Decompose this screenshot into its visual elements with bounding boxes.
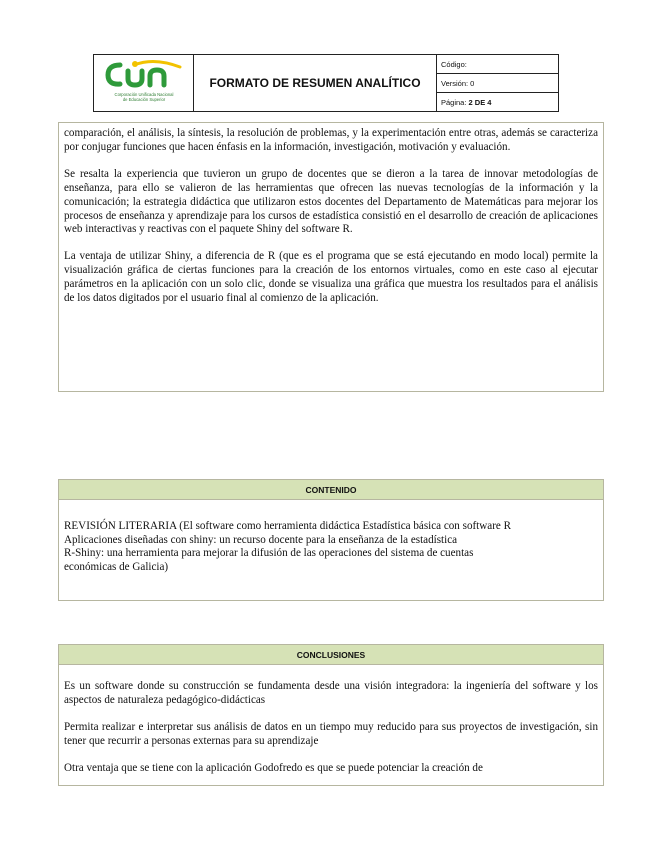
contenido-line: REVISIÓN LITERARIA (El software como herramienta didáctica Estadística básica con software R (64, 520, 511, 532)
pagina-cell (437, 93, 558, 111)
contenido-line: R-Shiny: una herramienta para mejorar la difusión de las operaciones del sistema de cuentas (64, 547, 474, 560)
cun-logo-icon (104, 59, 184, 89)
institution-logo (94, 55, 194, 111)
contenido-heading: CONTENIDO (58, 479, 604, 500)
conclusiones-heading: CONCLUSIONES (58, 644, 604, 665)
summary-text-box (58, 122, 604, 392)
contenido-box (58, 500, 604, 601)
contenido-line: económicas de Galicia) (64, 560, 169, 573)
paragraph: La ventaja de utilizar Shiny, a diferencia de R (que es el programa que se está ejecutando en modo local) permite la visualización gráfica de ciertas funciones para la creación de los entornos virtuales, como en este caso al ejecutar parámetros en la aplicación con un solo clic, donde se visualiza una gráfica que muestra los resultados para el análisis de los datos digitados por el usuario final al comienzo de la aplicación. (64, 250, 598, 305)
document-header (93, 54, 559, 112)
document-title: FORMATO DE RESUMEN ANALÍTICO (194, 55, 437, 111)
codigo-cell: Código: (437, 55, 558, 74)
paragraph: Es un software donde su construcción se fundamenta desde una visión integradora: la ingeniería del software y los aspectos de naturaleza pedagógico-didácticas (64, 680, 598, 706)
paragraph: Otra ventaja que se tiene con la aplicación Godofredo es que se puede potenciar la creación de (64, 761, 483, 774)
document-meta (437, 55, 558, 111)
conclusiones-box (58, 665, 604, 786)
paragraph: Se resalta la experiencia que tuvieron un grupo de docentes que se dieron a la tarea de innovar metodologías de enseñanza, para ello se valieron de las herramientas que ofrecen las nuevas tecnologías de la información y la comunicación; la estrategia didáctica que utilizaron estos docentes del Departamento de Matemáticas para mejorar los procesos de enseñanza y aprendizaje para los cursos de estadística consistió en el desarrollo de creación de aplicaciones web interactivas y reactivas con el paquete Shiny del software R. (64, 167, 598, 236)
pagina-label: Página: (441, 97, 467, 107)
contenido-line: Aplicaciones diseñadas con shiny: un recurso docente para la enseñanza de la estadística (64, 533, 458, 546)
pagina-value: 2 DE 4 (468, 97, 492, 107)
paragraph: comparación, el análisis, la síntesis, la resolución de problemas, y la experimentación entre otras, además se caracteriza por conjugar funciones que hacen énfasis en la información, investigación, motivación y evaluación. (64, 127, 598, 153)
paragraph: Permita realizar e interpretar sus análisis de datos en un tiempo muy reducido para sus proyectos de investigación, sin tener que recurrir a personas externas para su aprendizaje (64, 720, 598, 747)
version-cell: Versión: 0 (437, 74, 558, 93)
logo-subtitle: Corporación Unificada Nacional de Educación Superior (114, 92, 174, 102)
